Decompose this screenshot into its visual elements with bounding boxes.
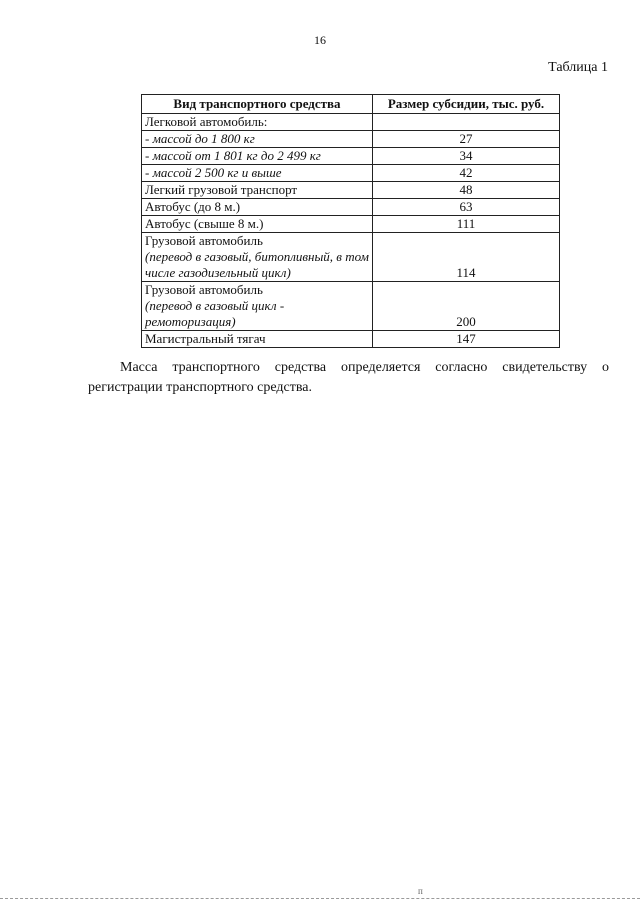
header-subsidy-amount: Размер субсидии, тыс. руб. [373, 95, 560, 114]
row-label: Грузовой автомобиль [145, 233, 263, 248]
row-label: Грузовой автомобиль [145, 282, 263, 297]
footer-mark: п [418, 886, 423, 896]
table-row [142, 331, 560, 348]
row-label: Легкий грузовой транспорт [142, 182, 373, 199]
row-value: 63 [373, 199, 560, 216]
table-row [142, 114, 560, 131]
table-row [142, 165, 560, 182]
row-value: 34 [373, 148, 560, 165]
row-label: Легковой автомобиль: [142, 114, 373, 131]
table-row [142, 282, 560, 331]
row-value: 147 [373, 331, 560, 348]
table-label: Таблица 1 [548, 60, 608, 75]
body-paragraph: Масса транспортного средства определяется согласно свидетельству о регистрации транспортного средства. [88, 360, 609, 395]
row-value: 114 [373, 233, 560, 282]
table-row [142, 131, 560, 148]
header-vehicle-type: Вид транспортного средства [142, 95, 373, 114]
page-bottom-line [0, 898, 640, 899]
row-label: - массой от 1 801 кг до 2 499 кг [142, 148, 373, 165]
row-label-cell [142, 233, 373, 282]
table-header-row [142, 95, 560, 114]
row-label: Магистральный тягач [142, 331, 373, 348]
row-value: 48 [373, 182, 560, 199]
row-label-cell [142, 282, 373, 331]
table-row [142, 216, 560, 233]
table-row [142, 199, 560, 216]
row-note: (перевод в газовый, битопливный, в том числе газодизельный цикл) [145, 249, 369, 280]
row-label: Автобус (до 8 м.) [142, 199, 373, 216]
table-row [142, 182, 560, 199]
table-row [142, 233, 560, 282]
table-row [142, 148, 560, 165]
subsidy-table [141, 94, 560, 348]
row-value: 42 [373, 165, 560, 182]
row-note: (перевод в газовый цикл - ремоторизация) [145, 298, 285, 329]
row-value: 27 [373, 131, 560, 148]
row-value [373, 114, 560, 131]
row-value: 200 [373, 282, 560, 331]
row-label: - массой 2 500 кг и выше [142, 165, 373, 182]
row-label: Автобус (свыше 8 м.) [142, 216, 373, 233]
row-label: - массой до 1 800 кг [142, 131, 373, 148]
row-value: 111 [373, 216, 560, 233]
page-number: 16 [314, 33, 326, 47]
